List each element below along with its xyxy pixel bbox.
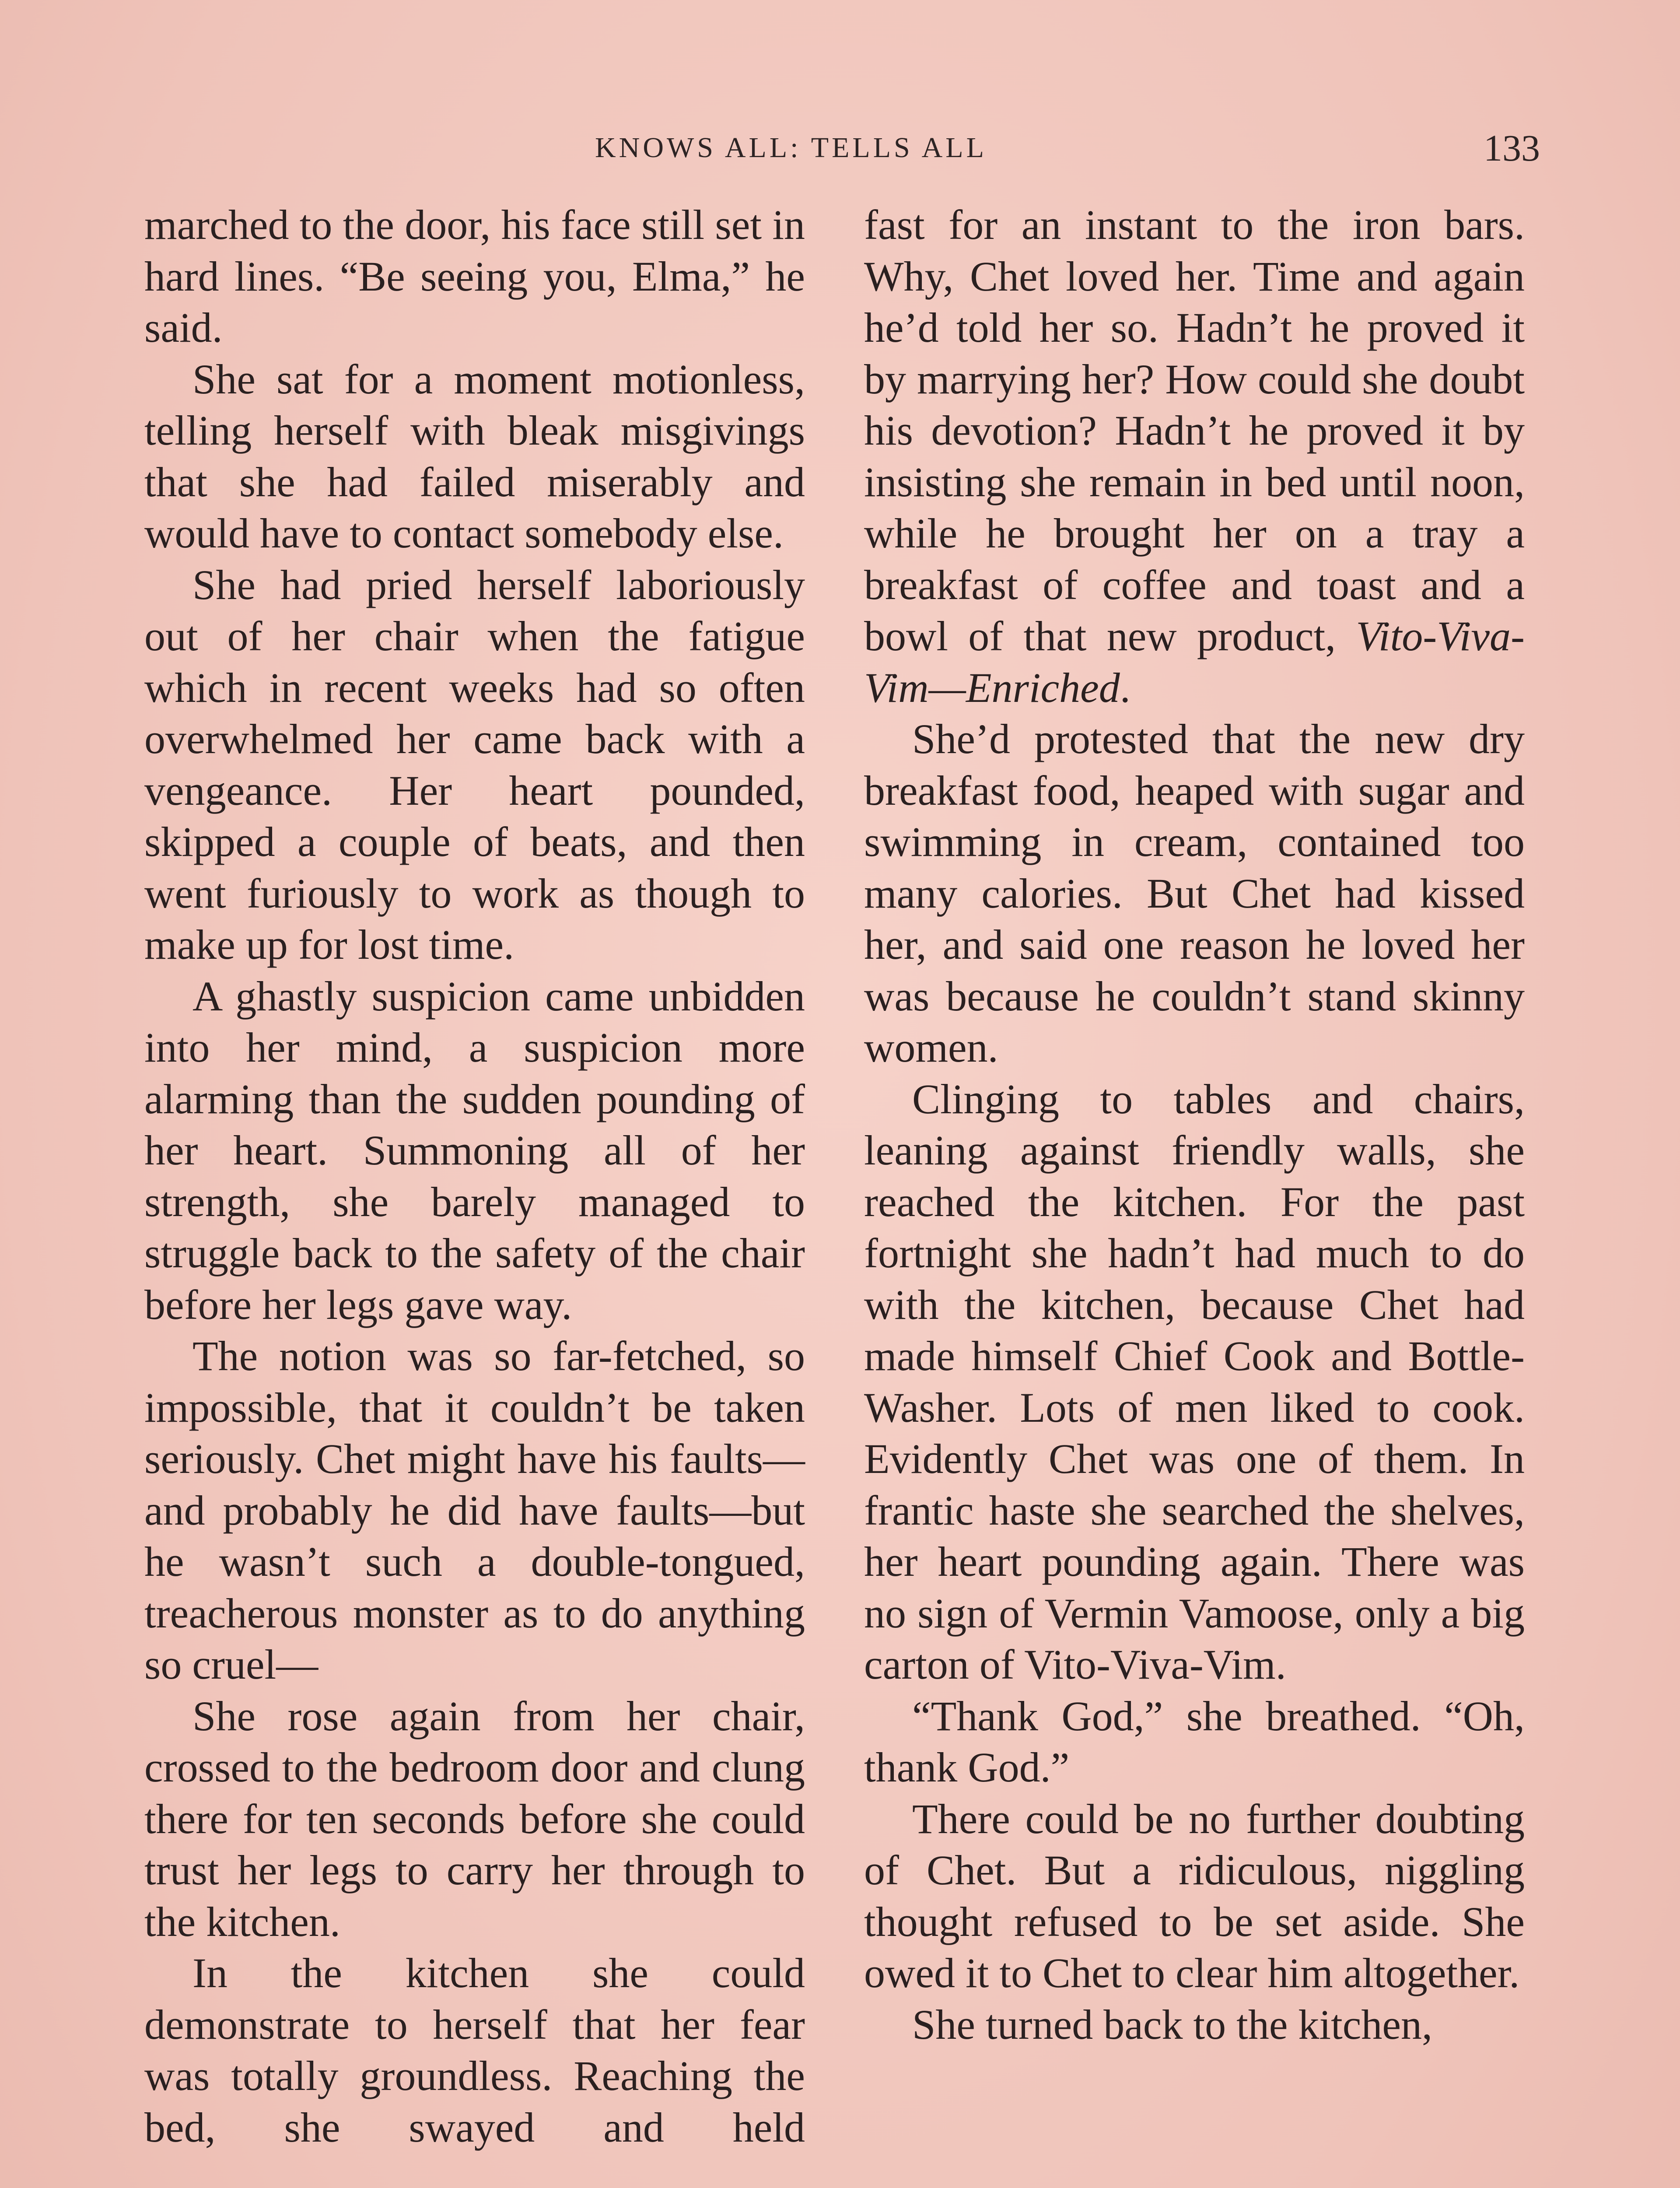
paragraph: There could be no further doubting of Chet. But a ridiculous, niggling thought refused to be set aside. She owed it to Chet to clear him altogether. <box>864 1795 1525 1996</box>
paragraph: A ghastly suspicion came unbidden into her mind, a suspicion more alarming than the sudden pounding of her heart. Summoning all of her strength, she barely managed to struggle back to the safety of the chair before her legs gave way. <box>144 972 805 1328</box>
paragraph-text: . <box>1120 664 1130 711</box>
paragraph: She had pried herself laboriously out of her chair when the fatigue which in recent weeks had so often overwhelmed her came back with a vengeance. Her heart pounded, skipped a couple of beats, and then went furiously to work as though to make up for lost time. <box>144 561 805 968</box>
paragraph: She turned back to the kitchen, <box>912 2001 1432 2048</box>
left-column <box>144 199 805 2153</box>
paragraph: The notion was so far-fetched, so impossible, that it couldn’t be taken seriously. Chet might have his faults—and probably he did have faults—but he wasn’t such a double-tongued, treacherous monster as to do anything so cruel— <box>144 1332 805 1688</box>
paragraph: “Thank God,” she breathed. “Oh, thank God.” <box>864 1692 1525 1791</box>
page-number: 133 <box>1484 127 1540 169</box>
product-name: Vito-Viva-Vim—Enriched <box>864 613 1525 711</box>
paragraph: She rose again from her chair, crossed to the bedroom door and clung there for ten seconds before she could trust her legs to carry her through to the kitchen. <box>144 1692 805 1945</box>
running-head: KNOWS ALL: TELLS ALL <box>595 132 987 164</box>
paragraph-text: fast for an instant to the iron bars. Why, Chet loved her. Time and again he’d told her so. Hadn’t he proved it by marrying her? How could she doubt his devotion? Hadn’t he proved it by insisting she remain in bed until noon, while he brought her on a tray a breakfast of coffee and toast and a bowl of that new product, <box>864 201 1525 659</box>
paragraph: In the kitchen she could demonstrate to herself that her fear was totally groundless. Reaching the bed, she swayed and held <box>144 1950 805 2151</box>
paragraph: She sat for a moment motionless, telling herself with bleak misgivings that she had failed miserably and would have to contact somebody else. <box>144 355 805 557</box>
paragraph <box>864 199 1525 713</box>
paragraph: Clinging to tables and chairs, leaning against friendly walls, she reached the kitchen. For the past fortnight she hadn’t had much to do with the kitchen, because Chet had made himself Chief Cook and Bottle-Washer. Lots of men liked to cook. Evidently Chet was one of them. In frantic haste she searched the shelves, her heart pounding again. There was no sign of Vermin Vamoose, only a big carton of Vito-Viva-Vim. <box>864 1075 1525 1688</box>
paragraph: marched to the door, his face still set in hard lines. “Be seeing you, Elma,” he said. <box>144 201 805 351</box>
right-column <box>864 199 1525 2050</box>
paragraph: She’d protested that the new dry breakfast food, heaped with sugar and swimming in cream, contained too many calories. But Chet had kissed her, and said one reason he loved her was because he couldn’t stand skinny women. <box>864 715 1525 1071</box>
